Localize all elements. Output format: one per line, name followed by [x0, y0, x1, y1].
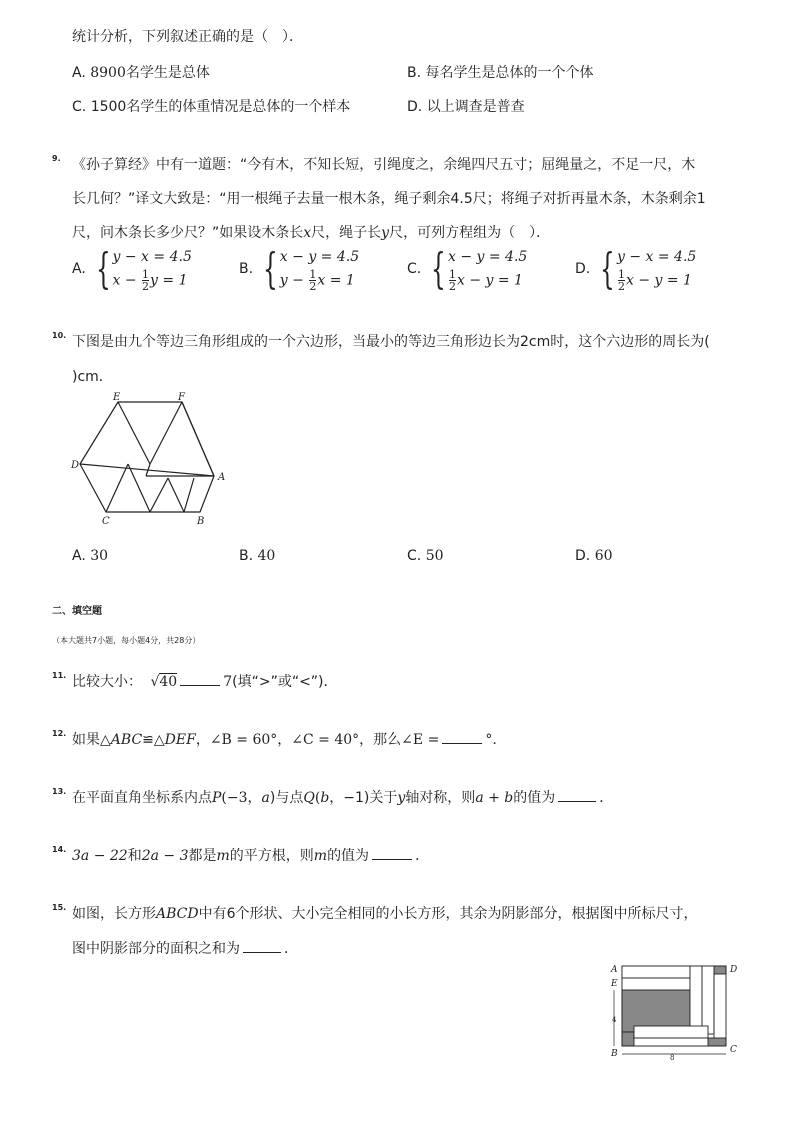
label-b: B	[197, 516, 205, 527]
triangle-edge	[150, 402, 182, 464]
triangle-edge	[106, 464, 128, 512]
small-rectangle	[690, 966, 702, 1034]
fig-label-b: B	[611, 1049, 618, 1059]
q11-answer-blank	[180, 673, 220, 686]
q13-text: 在平面直角坐标系内点P(−3，a)与点Q(b，−1)关于y轴对称，则a + b的值为 ．	[72, 790, 614, 806]
q15-line1: 如图，长方形ABCD中有6个形状、大小完全相同的小长方形，其余为阴影部分，根据图中所标尺寸，	[72, 906, 698, 922]
q8-option-b: B. 每名学生是总体的一个个体	[407, 65, 594, 81]
q9-line3: 尺，问木条长多少尺？”如果设木条长x尺，绳子长y尺，可列方程组为（ ）．	[72, 225, 551, 241]
q12-number: 12.	[52, 729, 67, 738]
triangle-edge	[168, 478, 184, 512]
q10-hexagon-figure	[66, 388, 246, 533]
triangle-edge	[128, 464, 150, 512]
q9-option-d: D. { y − x = 4.5 $\frac{1}{2}$ x − y = 1	[575, 244, 697, 293]
fig-label-four: 4	[612, 1016, 617, 1024]
triangle-edge	[150, 478, 168, 512]
q14-answer-blank	[372, 847, 412, 860]
triangle-edge	[118, 402, 150, 464]
sqrt-radicand: 40	[159, 674, 178, 690]
q12-answer-blank	[442, 731, 482, 744]
triangle-edge	[184, 478, 194, 512]
label-e: E	[113, 392, 121, 403]
small-rectangle	[622, 978, 690, 990]
q9-line2: 长几何？”译文大致是：“用一根绳子去量一根木条，绳子剩余4.5尺；将绳子对折再量木条，木条剩余1	[72, 191, 706, 207]
fig-label-e: E	[611, 979, 618, 989]
q9-option-b: B. { x − y = 4.5 y − $\frac{1}{2}$ x = 1	[239, 244, 360, 293]
q14-number: 14.	[52, 845, 67, 854]
section-title: 二、填空题	[52, 606, 102, 617]
small-rectangle	[634, 1026, 708, 1038]
q11-number: 11.	[52, 671, 67, 680]
label-a: A	[218, 472, 226, 483]
small-rectangle	[702, 966, 714, 1034]
q15-line2: 图中阴影部分的面积之和为 ．	[72, 941, 298, 957]
shaded-region	[708, 1038, 726, 1046]
q13-answer-blank	[558, 789, 596, 802]
q10-option-a: A. 30	[72, 548, 109, 564]
fig-label-d: D	[730, 965, 738, 975]
label-f: F	[178, 392, 185, 403]
q10-option-d: D. 60	[575, 548, 613, 564]
q8-option-a: A. 8900名学生是总体	[72, 65, 210, 81]
q9-option-c: C. { x − y = 4.5 $\frac{1}{2}$ x − y = 1	[407, 244, 528, 293]
q10-option-c: C. 50	[407, 548, 444, 564]
triangle-edge	[182, 402, 214, 476]
q15-rectangle-figure	[604, 960, 752, 1062]
fig-label-c: C	[730, 1045, 737, 1055]
section-note: （本大题共7小题，每小题4分，共28分）	[52, 636, 201, 645]
q9-number: 9.	[52, 154, 61, 163]
q15-answer-blank	[243, 940, 281, 953]
q10-line2: )cm．	[72, 369, 113, 385]
q14-text: 3a − 22和2a − 3都是m的平方根，则m的值为 ．	[72, 848, 430, 864]
q15-number: 15.	[52, 903, 67, 912]
fig-label-a: A	[611, 965, 618, 975]
q10-line1: 下图是由九个等边三角形组成的一个六边形，当最小的等边三角形边长为2cm时，这个六边形的周长为(	[72, 334, 710, 350]
q12-text: 如果△ABC≌△DEF，∠B = 60°，∠C = 40°，那么∠E = °.	[72, 732, 497, 748]
q8-option-c: C. 1500名学生的体重情况是总体的一个样本	[72, 99, 351, 115]
q13-number: 13.	[52, 787, 67, 796]
q8-stem: 统计分析，下列叙述正确的是（ ）．	[72, 29, 303, 45]
shaded-region	[714, 966, 726, 974]
label-c: C	[102, 516, 110, 527]
q8-option-d: D. 以上调查是普查	[407, 99, 525, 115]
q10-option-b: B. 40	[239, 548, 276, 564]
q9-line1: 《孙子算经》中有一道题：“今有木，不知长短，引绳度之，余绳四尺五寸；屈绳量之，不足一尺，木	[72, 157, 696, 173]
q11-text: 比较大小： √40 7(填“>”或“<”)．	[72, 674, 338, 690]
label-d: D	[71, 460, 80, 471]
q9-option-a: A. { y − x = 4.5 x − $\frac{1}{2}$ y = 1	[72, 244, 192, 293]
small-rectangle	[634, 1038, 708, 1046]
q10-number: 10.	[52, 331, 67, 340]
small-rectangle	[622, 966, 690, 978]
fig-label-eight: 8	[670, 1054, 675, 1062]
shaded-region	[622, 1032, 634, 1046]
